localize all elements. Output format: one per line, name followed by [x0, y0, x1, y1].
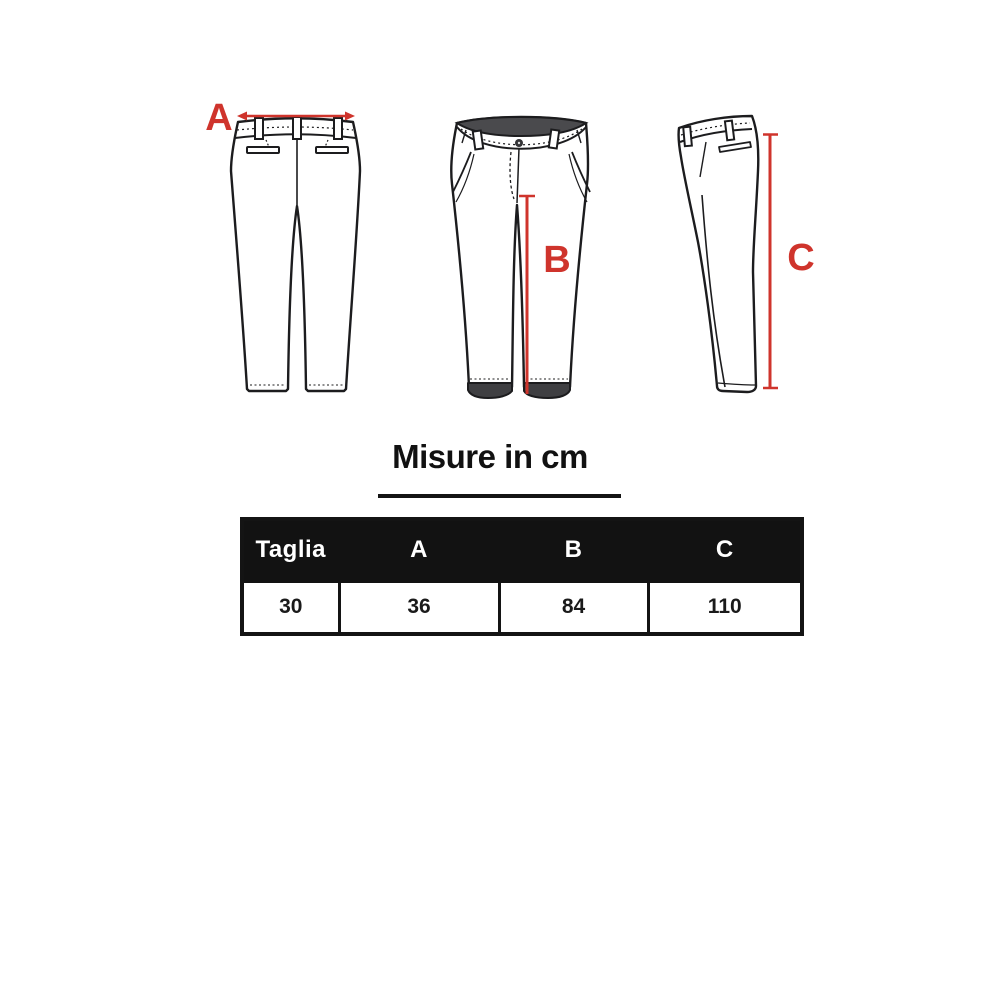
pants-back-view-icon	[231, 112, 360, 392]
back-belt-loop-left	[255, 118, 263, 139]
size-table-header-a: A	[339, 519, 499, 581]
back-belt-loop-center	[293, 117, 301, 139]
measurement-label-c: C	[787, 237, 815, 279]
back-view-outline	[231, 118, 360, 391]
size-table-header-row	[242, 519, 802, 581]
size-table-header-b: B	[499, 519, 648, 581]
back-belt-loop-right	[334, 118, 342, 139]
title-underline	[378, 494, 621, 498]
side-belt-loop-left	[683, 127, 692, 147]
page-title: Misure in cm	[392, 438, 588, 475]
front-button-hole	[518, 142, 520, 144]
size-table-header-taglia: Taglia	[242, 519, 339, 581]
back-pocket-right	[316, 147, 348, 153]
measurement-line-c	[763, 135, 778, 389]
front-belt-loop-left	[473, 131, 483, 150]
measurement-label-a: A	[205, 97, 233, 139]
size-table-cell-b: 84	[499, 581, 648, 634]
back-pocket-left	[247, 147, 279, 153]
size-table-cell-c: 110	[648, 581, 802, 634]
size-table-row	[242, 581, 802, 634]
side-belt-loop-right	[725, 121, 734, 141]
size-table-cell-a: 36	[339, 581, 499, 634]
front-belt-loop-right	[549, 130, 559, 149]
measurement-label-b: B	[543, 239, 571, 281]
size-table-cell-taglia: 30	[242, 581, 339, 634]
front-hem-right-dark	[524, 383, 570, 398]
pants-diagrams	[150, 80, 850, 420]
front-hem-left-dark	[468, 383, 512, 398]
size-table	[240, 517, 804, 636]
pants-side-view-icon	[679, 116, 778, 392]
size-table-header-c: C	[648, 519, 802, 581]
